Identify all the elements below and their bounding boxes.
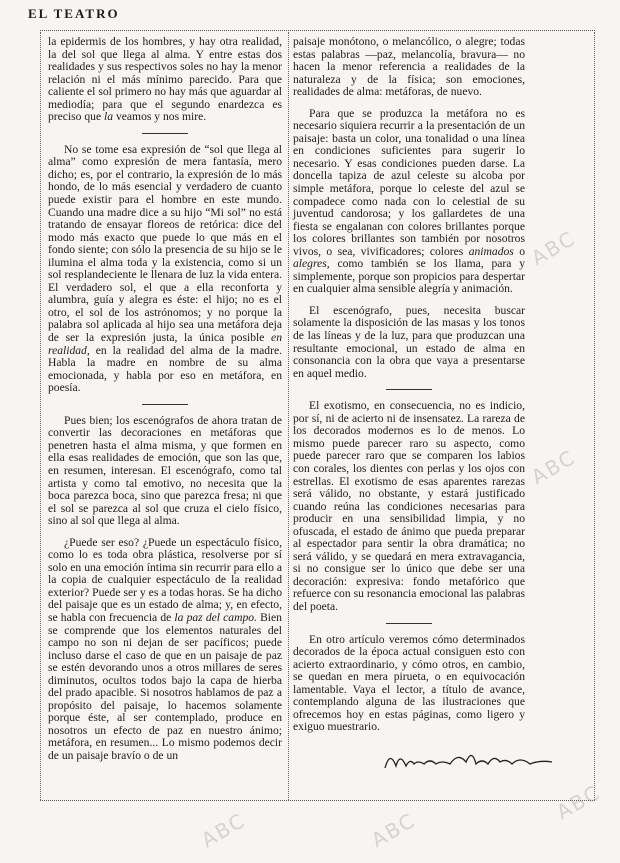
frame-left-border (40, 32, 41, 800)
watermark: ABC (197, 807, 250, 853)
right-paragraph-2: Para que se produzca la metáfora no es necesario siquiera recurrir a la presentación de un paisaje: basta un color, una tonalidad o una línea en condiciones suficientes para sugerir lo necesario. Y esas condiciones pueden darse. La doncella tapiza de azul celeste su alcoba por simple metáfora, porque lo celeste del azul se compadece como nada con lo celestial de su juventud candorosa; y los gallardetes de una fiesta se engalanan con colores brillantes porque los colores brillantes son también por nosotros vivos, o sea, vivificadores; colores animados o alegres, como también se los llama, para y simplemente, porque son propicios para despertar en cualquier alma sensible alegría y animación. (293, 106, 526, 296)
right-paragraph-5: En otro artículo veremos cómo determinados decorados de la época actual consiguen esto con acierto extraordinario, y cómo otros, en cambio, se quedan en mera pirueta, o en equivocación lamentable. Vaya el lector, a título de avance, contemplando alguna de las ilustraciones que ofrecemos hoy en estas páginas, como ligero y exiguo muestrario. (293, 632, 525, 734)
column-divider (288, 32, 289, 800)
right-paragraph-1: paisaje monótono, o melancólico, o alegre; todas estas palabras —paz, melancolía, bravura— no hacen la menor referencia a realidades de la naturaleza y de la física; son emociones, realidades de alma: metáforas, de nuevo. (293, 35, 525, 99)
left-paragraph-3: Pues bien; los escenógrafos de ahora tratan de convertir las decoraciones en metáforas que penetren hasta el alma misma, y que formen en ella esas realidades de emoción, que son las que, en resumen, interesan. El escenógrafo, como tal artista y como tal emotivo, no necesita que la boca parezca boca, sino que parezca fresa; ni que el sol se parezca al sol que cruza el cielo físico, sino al sol que llega al alma. (48, 413, 282, 528)
left-paragraph-1: la epidermis de los hombres, y hay otra realidad, la del sol que llega al alma. Y entre estas dos realidades y sus respectivos soles no hay la menor relación ni el más mínimo parecido. Para que caliente el sol primero no hay más que aguardar al mediodía; para que el segundo enardezca es preciso que la veamos y nos mire. (48, 35, 282, 124)
watermark: ABC (527, 225, 580, 271)
header-rule (40, 30, 595, 31)
right-column (293, 36, 525, 743)
watermark: ABC (367, 807, 420, 853)
section-ornament (142, 133, 188, 134)
bottom-rule (40, 800, 595, 801)
section-ornament (386, 623, 432, 624)
watermark: ABC (527, 444, 580, 490)
author-signature (380, 740, 580, 780)
left-paragraph-2: No se tome esa expresión de “sol que llega al alma” como expresión de mera fantasía, mero dicho; es, por el contrario, la expresión de lo más hondo, de lo más esencial y verdadero de cuanto puede existir para el hombre en este mundo. Cuando una madre dice a su hijo “Mi sol” no está tratando de ensayar floreos de retórica: dice del modo más exacto que puede lo que más en el fondo siente; con sólo la presencia de su hijo se le ilumina el alma toda y la existencia, como si un sol resplandeciente le llenara de luz la vida entera. El verdadero sol, el que a ella reconforta y alumbra, guía y alegra es éste: el hijo; no es el otro, el sol de los astrónomos; y no porque la palabra sol aplicada al hijo sea una metáfora deja de ser la expresión justa, la única posible en realidad, en la realidad del alma de la madre. Habla la madre en nombre de su alma emocionada, y habla por eso en metáfora, en poesía. (48, 142, 282, 395)
section-ornament (142, 404, 188, 405)
right-paragraph-4: El exotismo, en consecuencia, no es indicio, por sí, ni de acierto ni de insensatez. La rareza de los decorados modernos es lo de menos. Lo mismo puede parecer raro su aspecto, como puede parecer raro que se comparen los labios con corales, los dientes con perlas y los ojos con estrellas. El exotismo de esas aparentes rarezas será válido, no obstante, y estará justificado cuando reúna las condiciones necesarias para producir en una sensibilidad limpia, y no ofuscada, el estado de ánimo que pueda preparar al espectador para sentir la obra dramática; no será válido, y se quedará en mera extravagancia, si no consigue ser lo único que debe ser una decoración: expresiva: fondo metafórico que refuerce con su resonancia emocional las palabras del poeta. (293, 399, 525, 613)
section-ornament (386, 389, 432, 390)
right-paragraph-3: El escenógrafo, pues, necesita buscar solamente la disposición de las masas y los tonos de las líneas y de la luz, para que produzcan una resultante emocional, un estado de alma en consonancia con la obra que vaya a presentarse en aquel medio. (293, 303, 525, 380)
left-column (48, 36, 282, 772)
watermark: ABC (552, 779, 605, 825)
left-paragraph-4: ¿Puede ser eso? ¿Puede un espectáculo físico, como lo es toda obra plástica, resolverse por sí solo en una emoción íntima sin recurrir para ello a la copia de cualquier espectáculo de la realidad exterior? Puede ser y es a todas horas. Se ha dicho del paisaje que es un estado de alma; y, en efecto, se habla con frecuencia de la paz del campo. Bien se comprende que los elementos naturales del campo no son ni dejan de ser pacíficos; puede incluso darse el caso de que en un paisaje de paz se estén devorando unos a otros millares de seres diminutos, ocultos todos bajo la capa de hierba del prado apacible. Si nosotros hablamos de paz a propósito del paisaje, lo hacemos solamente porque éste, al ser contemplado, produce en nosotros un efecto de paz en nuestro ánimo; metáfora, en resumen... Lo mismo podemos decir de un paisaje bravío o de un (48, 535, 282, 762)
page-header: EL TEATRO (28, 6, 120, 21)
frame-right-border (594, 32, 595, 800)
